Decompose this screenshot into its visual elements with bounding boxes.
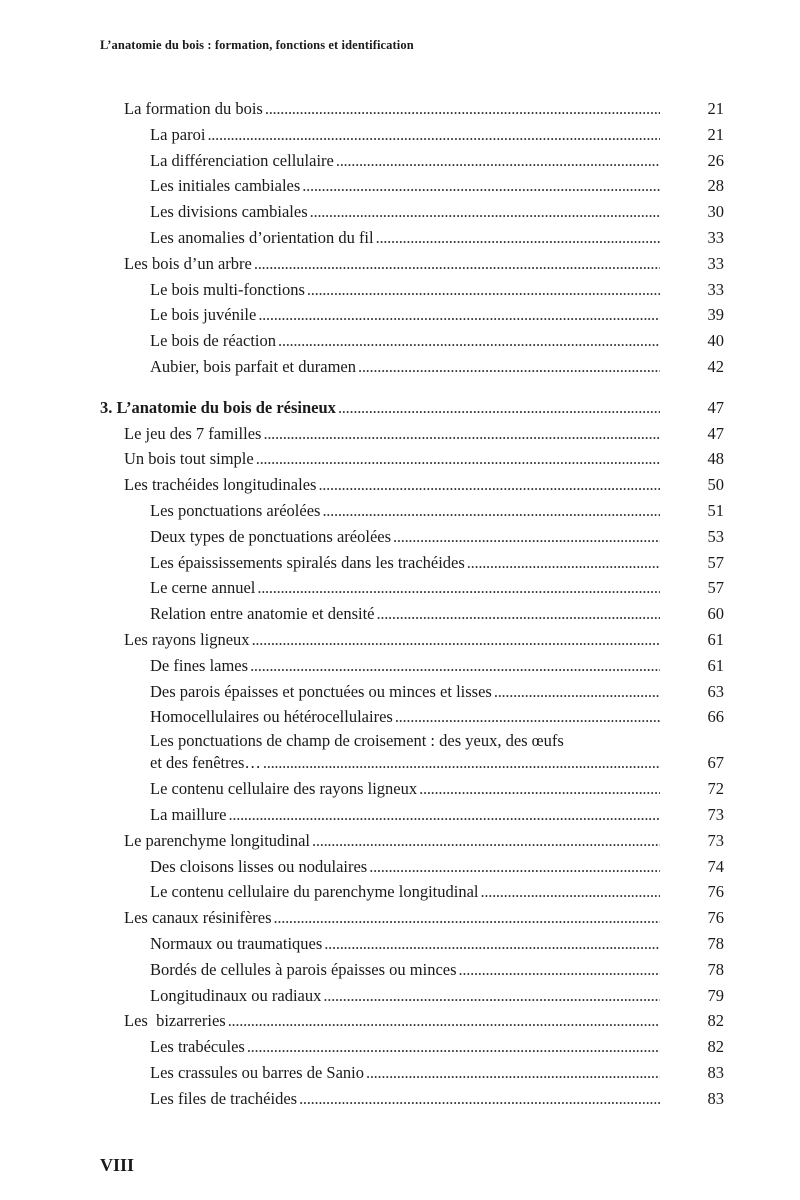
toc-entry-label: La maillure	[150, 802, 229, 828]
toc-entry[interactable]	[0, 302, 800, 328]
toc-entry-label: Les canaux résinifères	[124, 905, 274, 931]
dot-leader	[307, 277, 660, 303]
dot-leader	[366, 1060, 660, 1086]
toc-entry-label: Le bois juvénile	[150, 302, 258, 328]
dot-leader	[247, 1034, 660, 1060]
toc-page-number: 53	[707, 526, 724, 546]
dot-leader	[395, 704, 660, 730]
toc-entry[interactable]	[0, 1008, 800, 1034]
dot-leader	[376, 225, 660, 251]
dot-leader	[323, 983, 660, 1009]
toc-entry-label: Les bizarreries	[124, 1008, 228, 1034]
toc-entry-label: Bordés de cellules à parois épaisses ou minces	[150, 957, 459, 983]
dot-leader	[494, 679, 660, 705]
toc-page-number: 78	[707, 933, 724, 953]
toc-entry-label: Les trabécules	[150, 1034, 247, 1060]
toc-entry-label: La différenciation cellulaire	[150, 148, 336, 174]
toc-entry[interactable]	[0, 421, 800, 447]
toc-entry-label: Les ponctuations aréolées	[150, 498, 322, 524]
dot-leader	[250, 653, 660, 679]
toc-entry[interactable]	[0, 905, 800, 931]
toc-page-number: 48	[707, 449, 724, 469]
toc-entry[interactable]	[0, 679, 800, 705]
dot-leader	[393, 524, 660, 550]
toc-entry-label: Des cloisons lisses ou nodulaires	[150, 854, 369, 880]
toc-entry[interactable]	[0, 446, 800, 472]
toc-entry-label: Le contenu cellulaire du parenchyme longitudinal	[150, 879, 481, 905]
toc-entry-multiline[interactable]	[0, 730, 800, 776]
dot-leader	[258, 302, 660, 328]
toc-entry[interactable]	[0, 931, 800, 957]
toc-entry[interactable]	[0, 1060, 800, 1086]
toc-entry-label: Les anomalies d’orientation du fil	[150, 225, 376, 251]
dot-leader	[278, 328, 660, 354]
toc-entry-label: Les files de trachéides	[150, 1086, 299, 1112]
toc-page-number: 74	[707, 856, 724, 876]
dot-leader	[228, 1008, 660, 1034]
toc-page-number: 76	[707, 908, 724, 928]
toc-page-number: 57	[707, 552, 724, 572]
toc-entry[interactable]	[0, 472, 800, 498]
toc-page-number: 30	[707, 202, 724, 222]
dot-leader	[302, 173, 660, 199]
toc-entry[interactable]	[0, 354, 800, 380]
toc-entry[interactable]	[0, 802, 800, 828]
toc-page-number: 72	[707, 779, 724, 799]
dot-leader	[459, 957, 660, 983]
toc-page-number: 26	[707, 150, 724, 170]
toc-entry-label-line2: et des fenêtres…	[150, 750, 263, 776]
toc-page-number: 21	[707, 124, 724, 144]
dot-leader	[467, 550, 660, 576]
toc-entry[interactable]	[0, 199, 800, 225]
toc-page-number: 73	[707, 830, 724, 850]
toc-entry[interactable]	[0, 524, 800, 550]
toc-page-number: 40	[707, 331, 724, 351]
toc-entry[interactable]	[0, 173, 800, 199]
dot-leader	[324, 931, 660, 957]
toc-entry-label: Le bois de réaction	[150, 328, 278, 354]
toc-page-number: 66	[707, 707, 724, 727]
toc-entry[interactable]	[0, 704, 800, 730]
toc-entry-label: Les divisions cambiales	[150, 199, 310, 225]
toc-page-number: 33	[707, 279, 724, 299]
toc-page-number: 60	[707, 604, 724, 624]
toc-page-number: 83	[707, 1088, 724, 1108]
toc-entry[interactable]	[0, 1086, 800, 1112]
toc-entry[interactable]	[0, 828, 800, 854]
dot-leader	[358, 354, 660, 380]
chapter-title: 3. L’anatomie du bois de résineux	[100, 395, 338, 421]
toc-entry[interactable]	[0, 277, 800, 303]
dot-leader	[481, 879, 660, 905]
toc-entry-label: La paroi	[150, 122, 207, 148]
toc-entry-label: Des parois épaisses et ponctuées ou minces et lisses	[150, 679, 494, 705]
toc-entry[interactable]	[0, 96, 800, 122]
toc-page-number: 67	[707, 753, 724, 773]
table-of-contents	[0, 96, 800, 1111]
dot-leader	[377, 601, 661, 627]
toc-entry-label: Le contenu cellulaire des rayons ligneux	[150, 776, 419, 802]
toc-entry[interactable]	[0, 653, 800, 679]
toc-page-number: 57	[707, 578, 724, 598]
toc-entry-label: Le parenchyme longitudinal	[124, 828, 312, 854]
dot-leader	[265, 96, 660, 122]
dot-leader	[369, 854, 660, 880]
toc-page-number: 83	[707, 1062, 724, 1082]
toc-entry-label: Les bois d’un arbre	[124, 251, 254, 277]
toc-entry-label: Relation entre anatomie et densité	[150, 601, 377, 627]
toc-entry[interactable]	[0, 328, 800, 354]
toc-entry[interactable]	[0, 498, 800, 524]
toc-entry[interactable]	[0, 879, 800, 905]
toc-entry[interactable]	[0, 983, 800, 1009]
dot-leader	[318, 472, 660, 498]
toc-page-number: 79	[707, 985, 724, 1005]
toc-page-number: 42	[707, 356, 724, 376]
toc-chapter-entry[interactable]	[0, 395, 800, 421]
toc-page-number: 78	[707, 959, 724, 979]
toc-entry-label: Les rayons ligneux	[124, 627, 252, 653]
dot-leader	[207, 122, 660, 148]
toc-page-number: 76	[707, 882, 724, 902]
toc-entry-label: Le cerne annuel	[150, 575, 257, 601]
toc-entry-label: Un bois tout simple	[124, 446, 256, 472]
page-folio: VIII	[100, 1155, 135, 1175]
toc-entry[interactable]	[0, 122, 800, 148]
toc-entry-label: Le jeu des 7 familles	[124, 421, 263, 447]
toc-entry-label: Deux types de ponctuations aréolées	[150, 524, 393, 550]
toc-page-number: 82	[707, 1037, 724, 1057]
toc-page-number: 47	[707, 423, 724, 443]
dot-leader	[310, 199, 660, 225]
toc-page-number: 50	[707, 475, 724, 495]
dot-leader	[336, 148, 660, 174]
toc-entry[interactable]	[0, 148, 800, 174]
dot-leader	[338, 395, 660, 421]
toc-entry-label: La formation du bois	[124, 96, 265, 122]
toc-entry-label: Les crassules ou barres de Sanio	[150, 1060, 366, 1086]
toc-entry[interactable]	[0, 854, 800, 880]
dot-leader	[312, 828, 660, 854]
toc-entry[interactable]	[0, 957, 800, 983]
toc-entry-label: Longitudinaux ou radiaux	[150, 983, 323, 1009]
toc-entry-label: Le bois multi-fonctions	[150, 277, 307, 303]
running-header: L’anatomie du bois : formation, fonctions et identification	[100, 38, 414, 52]
toc-page-number: 63	[707, 681, 724, 701]
toc-entry-label: De fines lames	[150, 653, 250, 679]
toc-entry-label: Les trachéides longitudinales	[124, 472, 318, 498]
toc-entry[interactable]	[0, 627, 800, 653]
toc-page-number: 61	[707, 629, 724, 649]
dot-leader	[299, 1086, 660, 1112]
dot-leader	[257, 575, 660, 601]
toc-entry[interactable]	[0, 776, 800, 802]
toc-page-number: 21	[707, 99, 724, 118]
dot-leader	[263, 421, 660, 447]
toc-entry[interactable]	[0, 225, 800, 251]
toc-page-number: 39	[707, 305, 724, 325]
toc-page-number: 28	[707, 176, 724, 196]
toc-page-number: 33	[707, 227, 724, 247]
dot-leader	[254, 251, 660, 277]
dot-leader	[263, 750, 660, 776]
toc-page-number: 73	[707, 804, 724, 824]
dot-leader	[274, 905, 660, 931]
dot-leader	[256, 446, 660, 472]
toc-entry[interactable]	[0, 550, 800, 576]
toc-entry[interactable]	[0, 575, 800, 601]
toc-entry[interactable]	[0, 601, 800, 627]
toc-entry-label: Normaux ou traumatiques	[150, 931, 324, 957]
toc-entry[interactable]	[0, 251, 800, 277]
toc-page-number: 61	[707, 655, 724, 675]
toc-page-number: 33	[707, 253, 724, 273]
toc-page-number: 82	[707, 1011, 724, 1031]
toc-entry-label: Aubier, bois parfait et duramen	[150, 354, 358, 380]
toc-entry[interactable]	[0, 1034, 800, 1060]
dot-leader	[252, 627, 660, 653]
dot-leader	[229, 802, 660, 828]
dot-leader	[419, 776, 660, 802]
toc-entry-label: Les initiales cambiales	[150, 173, 302, 199]
toc-entry-label: Les épaississements spiralés dans les trachéides	[150, 550, 467, 576]
toc-page-number: 47	[707, 397, 724, 417]
dot-leader	[322, 498, 660, 524]
toc-entry-label-line1: Les ponctuations de champ de croisement : des yeux, des œufs	[150, 731, 564, 751]
toc-page-number: 51	[707, 500, 724, 520]
toc-entry-label: Homocellulaires ou hétérocellulaires	[150, 704, 395, 730]
